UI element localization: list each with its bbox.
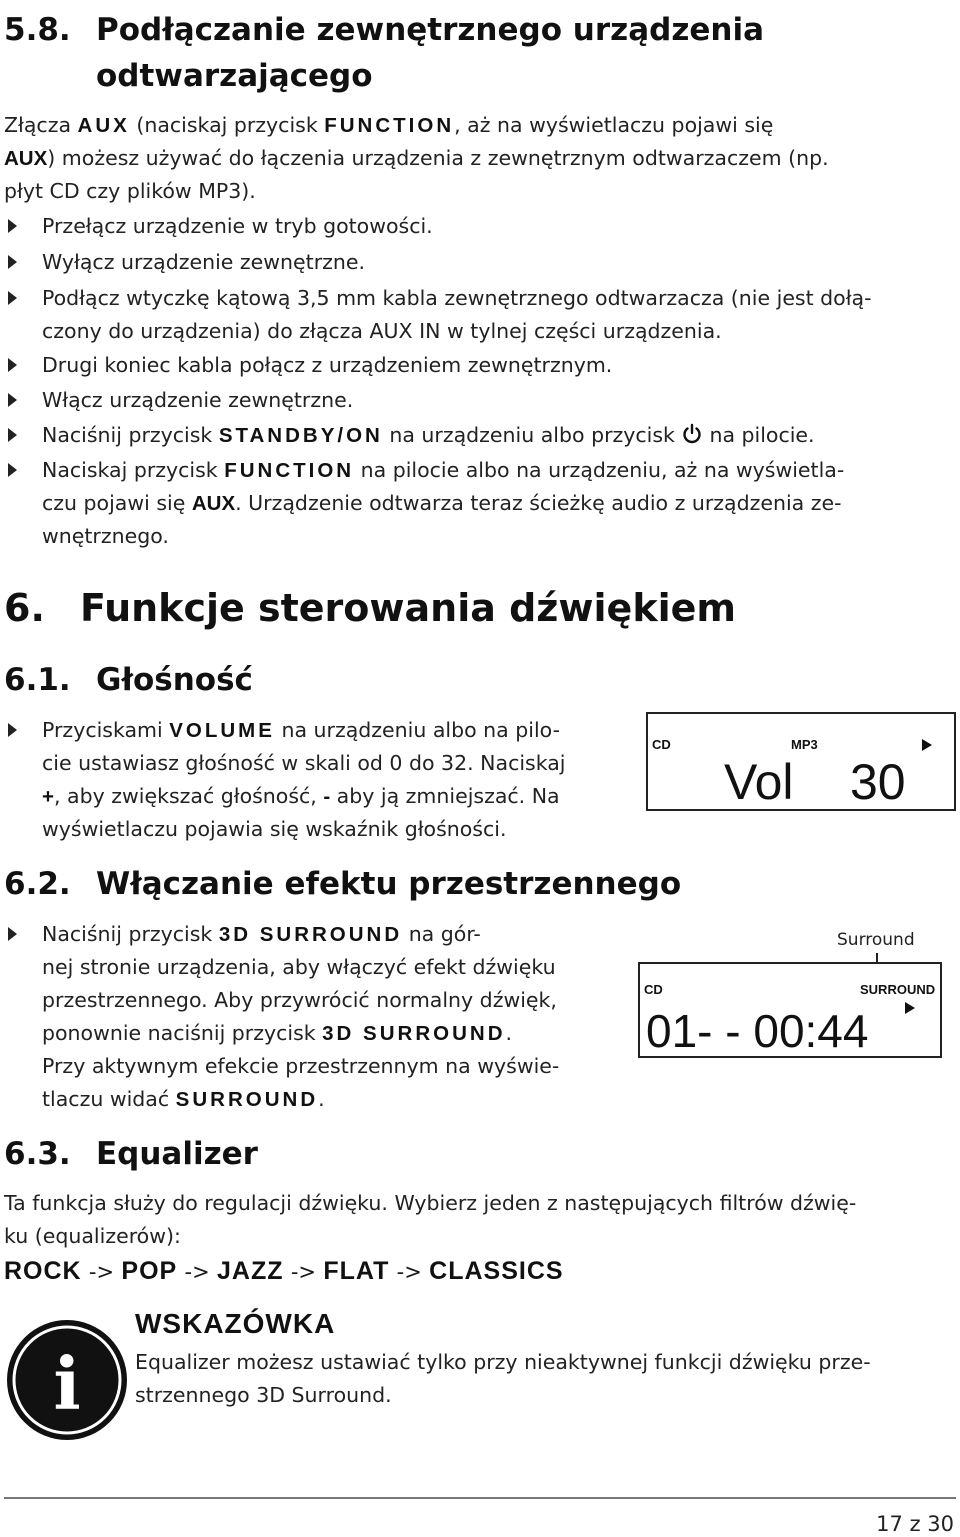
text-part: . (318, 1087, 325, 1111)
text-part: tlaczu widać (42, 1087, 176, 1111)
text-part: na urządzeniu albo na pilo- (274, 718, 560, 742)
section-5-8-title-line2: odtwarzającego (96, 58, 373, 94)
key-standby-on: STANDBY/ON (218, 424, 383, 447)
surround-text-line5: Przy aktywnym efekcie przestrzennym na wyświe- (42, 1054, 560, 1078)
text-part: na gór- (402, 922, 481, 946)
key-function: FUNCTION (224, 459, 355, 482)
display-surround-word: SURROUND (175, 1088, 319, 1111)
bullet-arrow-icon (8, 358, 17, 372)
section-6-number: 6. (4, 586, 45, 630)
step-text (42, 487, 842, 520)
text-part: . (505, 1021, 513, 1045)
step-text-part: Naciskaj przycisk (42, 458, 225, 482)
surround-text-line2: nej stronie urządzenia, aby włączyć efekt dźwięku (42, 955, 556, 979)
key-function: FUNCTION (324, 114, 455, 137)
step-text: czony do urządzenia) do złącza AUX IN w tylnej części urządzenia. (42, 319, 722, 343)
step-text: Drugi koniec kabla połącz z urządzeniem zewnętrznym. (42, 353, 613, 377)
footer-rule (4, 1497, 956, 1499)
key-minus: - (323, 785, 331, 808)
intro-line1 (4, 109, 773, 142)
bullet-arrow-icon (8, 927, 17, 941)
bullet-arrow-icon (8, 255, 17, 269)
volume-text-line3 (42, 780, 560, 813)
play-icon (922, 739, 932, 751)
key-3d-surround: 3D SURROUND (322, 1022, 506, 1045)
info-icon (4, 1317, 130, 1443)
display-aux: AUX (191, 492, 236, 515)
step-text: wnętrznego. (42, 524, 169, 548)
play-icon (905, 1002, 915, 1014)
intro-line2 (4, 142, 829, 175)
bullet-arrow-icon (8, 219, 17, 233)
volume-text-line1 (42, 714, 560, 747)
section-6-3-title: Equalizer (96, 1136, 258, 1172)
step-text-part: czu pojawi się (42, 491, 192, 515)
eq-jazz: JAZZ (217, 1257, 284, 1285)
text-part: Naciśnij przycisk (42, 922, 219, 946)
equalizer-sequence (4, 1254, 564, 1289)
surround-display (638, 962, 942, 1058)
surround-text-line4 (42, 1017, 512, 1050)
eq-rock: ROCK (4, 1257, 82, 1285)
intro-text: , aż na wyświetlaczu pojawi się (454, 113, 774, 137)
section-5-8-number: 5.8. (4, 12, 71, 48)
intro-text: (naciskaj przycisk (129, 113, 325, 137)
section-6-2-number: 6.2. (4, 866, 71, 902)
equalizer-text-line1: Ta funkcja służy do regulacji dźwięku. Wybierz jeden z następujących filtrów dźwię- (4, 1191, 857, 1215)
volume-text-line4: wyświetlaczu pojawia się wskaźnik głośności. (42, 817, 507, 841)
eq-pop: POP (121, 1257, 178, 1285)
bullet-arrow-icon (8, 393, 17, 407)
bullet-arrow-icon (8, 291, 17, 305)
power-icon (681, 422, 703, 455)
note-text-line2: strzennego 3D Surround. (135, 1383, 392, 1407)
text-part: , aby zwiększać głośność, (53, 784, 324, 808)
display-time: 01- - 00:44 (646, 1005, 869, 1057)
step-text: Podłącz wtyczkę kątową 3,5 mm kabla zewnętrznego odtwarzacza (nie jest dołą- (42, 286, 872, 310)
step-text: Włącz urządzenie zewnętrzne. (42, 388, 354, 412)
surround-callout-label: Surround (837, 930, 915, 950)
step-text: Wyłącz urządzenie zewnętrzne. (42, 250, 366, 274)
display-mp3-label: MP3 (791, 737, 818, 752)
text-part: Przyciskami (42, 718, 170, 742)
display-vol-label: Vol (724, 754, 794, 810)
intro-text: ) możesz używać do łączenia urządzenia z zewnętrznym odtwarzaczem (np. (47, 146, 829, 170)
display-cd-label: CD (644, 982, 663, 997)
section-6-1-number: 6.1. (4, 662, 71, 698)
key-volume: VOLUME (169, 719, 275, 742)
eq-arrow: -> (88, 1260, 115, 1284)
surround-text-line1 (42, 918, 481, 951)
note-title: WSKAZÓWKA (135, 1308, 336, 1339)
step-text-part: na pilocie. (709, 423, 815, 447)
surround-text-line6 (42, 1083, 325, 1116)
step-text (42, 454, 844, 487)
section-6-3-number: 6.3. (4, 1136, 71, 1172)
step-text-part: Naciśnij przycisk (42, 423, 219, 447)
step-text (42, 419, 815, 455)
intro-text: Złącza (4, 113, 78, 137)
intro-line3: płyt CD czy plików MP3). (4, 179, 256, 203)
note-text-line1: Equalizer możesz ustawiać tylko przy nieaktywnej funkcji dźwięku prze- (135, 1350, 871, 1374)
section-5-8-title-line1: Podłączanie zewnętrznego urządzenia (96, 12, 764, 48)
step-text-part: na urządzeniu albo przycisk (382, 423, 682, 447)
surround-text-line3: przestrzennego. Aby przywrócić normalny dźwięk, (42, 988, 557, 1012)
step-text-part: . Urządzenie odtwarza teraz ścieżkę audio z urządzenia ze- (235, 491, 842, 515)
page-number: 17 z 30 (876, 1512, 954, 1536)
display-vol-value: 30 (850, 754, 906, 810)
step-text-part: na pilocie albo na urządzeniu, aż na wyświetla- (354, 458, 845, 482)
text-part: aby ją zmniejszać. Na (330, 784, 560, 808)
key-aux: AUX (77, 114, 130, 137)
step-text: Przełącz urządzenie w tryb gotowości. (42, 214, 433, 238)
volume-text-line2: cie ustawiasz głośność w skali od 0 do 32. Naciskaj (42, 751, 566, 775)
key-plus: + (42, 785, 54, 808)
bullet-arrow-icon (8, 723, 17, 737)
bullet-arrow-icon (8, 463, 17, 477)
eq-flat: FLAT (323, 1257, 390, 1285)
key-3d-surround: 3D SURROUND (218, 923, 403, 946)
volume-display (646, 712, 956, 811)
equalizer-text-line2: ku (equalizerów): (4, 1224, 181, 1248)
section-6-1-title: Głośność (96, 662, 253, 698)
eq-arrow: -> (290, 1260, 317, 1284)
section-6-2-title: Włączanie efektu przestrzennego (96, 866, 682, 902)
text-part: ponownie naciśnij przycisk (42, 1021, 323, 1045)
eq-classics: CLASSICS (429, 1257, 564, 1285)
eq-arrow: -> (396, 1260, 422, 1284)
display-cd-label: CD (652, 737, 671, 752)
bullet-arrow-icon (8, 428, 17, 442)
section-6-title: Funkcje sterowania dźwiękiem (80, 586, 736, 630)
info-icon-letter: i (53, 1341, 81, 1426)
eq-arrow: -> (184, 1260, 210, 1284)
display-aux: AUX (4, 147, 48, 170)
display-surround-label: SURROUND (860, 982, 936, 997)
